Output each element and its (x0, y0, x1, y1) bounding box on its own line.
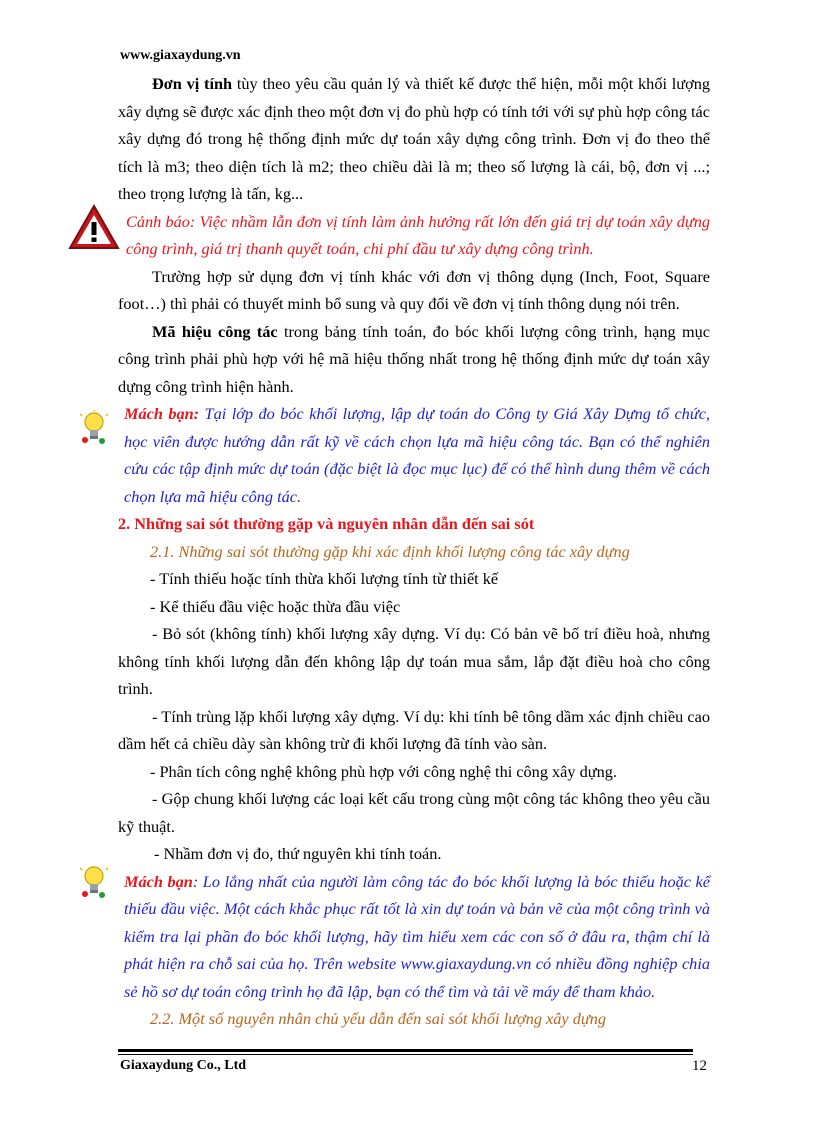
list-item: - Phân tích công nghệ không phù hợp với công nghệ thi công xây dựng. (150, 761, 617, 781)
list-item: - Kể thiếu đầu việc hoặc thừa đầu việc (150, 596, 401, 616)
tip-label: Mách bạn (124, 871, 193, 891)
lightbulb-tip-icon (80, 864, 108, 900)
tip-label: Mách bạn: (124, 404, 200, 423)
warning-triangle-icon (68, 204, 120, 250)
tip-note: Mách bạn: Tại lớp đo bóc khối lượng, lập dự toán do Công ty Giá Xây Dựng tổ chức, học viên được hướng dẫn rất kỹ về cách chọn lựa mã hiệu công tác. Bạn có thể nghiên cứu các tập định mức dự toán (đặc biệt là đọc mục lục) để có thể hình dung thêm về cách chọn lựa mã hiệu công tác. (124, 404, 710, 506)
list-item: - Bỏ sót (không tính) khối lượng xây dựng. Ví dụ: Có bản vẽ bố trí điều hoà, nhưng không tính khối lượng dẫn đến không lập dự toán mua sắm, lắp đặt điều hoà cho công trình. (118, 624, 710, 698)
subsection-heading: 2.1. Những sai sót thường gặp khi xác định khối lượng công tác xây dựng (150, 541, 630, 561)
document-body (118, 70, 710, 1033)
section-heading: 2. Những sai sót thường gặp và nguyên nhân dẫn đến sai sót (118, 514, 535, 533)
lightbulb-tip-icon (80, 410, 108, 446)
subsection-heading: 2.2. Một số nguyên nhân chủ yếu dẫn đến sai sót khối lượng xây dựng (150, 1009, 607, 1028)
list-item: - Gộp chung khối lượng các loại kết cấu trong cùng một công tác không theo yêu cầu kỹ thuật. (118, 789, 710, 836)
list-item: - Tính trùng lặp khối lượng xây dựng. Ví dụ: khi tính bê tông dầm xác định chiều cao dầm hết cả chiều dày sàn không trừ đi khối lượng đã tính vào sàn. (118, 706, 710, 753)
list-item: - Tính thiếu hoặc tính thừa khối lượng tính từ thiết kế (150, 569, 499, 588)
paragraph-nonstandard-units: Trường hợp sử dụng đơn vị tính khác với đơn vị thông dụng (Inch, Foot, Square foot…) thì phải có thuyết minh bổ sung và quy đổi về đơn vị tính thông dụng nói trên. (118, 266, 710, 313)
footer-divider (118, 1049, 693, 1052)
warning-note: Cảnh báo: Việc nhầm lẫn đơn vị tính làm ảnh hưởng rất lớn đến giá trị dự toán xây dựng công trình, giá trị thanh quyết toán, chi phí đầu tư xây dựng công trình. (126, 211, 710, 258)
tip-note: Mách bạn: Lo lắng nhất của người làm công tác đo bóc khối lượng là bóc thiếu hoặc kể thiếu đầu việc. Một cách khắc phục rất tốt là xin dự toán và bản vẽ của một công trình và kiểm tra lại phần đo bóc khối lượng, hãy tìm hiểu xem các con số ở đâu ra, thậm chí là phát hiện ra chỗ sai của họ. Trên website www.giaxaydung.vn có nhiều đồng nghiệp chia sẻ hồ sơ dự toán công trình họ đã lập, bạn có thể tìm và tải về máy để tham khảo. (124, 871, 710, 1001)
term-don-vi-tinh: Đơn vị tính (152, 74, 233, 93)
paragraph-work-code: Mã hiệu công tác trong bảng tính toán, đo bóc khối lượng công trình, hạng mục công trình phải phù hợp với hệ mã hiệu thống nhất trong hệ thống định mức dự toán xây dựng công trình hiện hành. (118, 321, 710, 396)
footer-company: Giaxaydung Co., Ltd (120, 1058, 247, 1073)
paragraph-unit: Đơn vị tính tùy theo yêu cầu quản lý và thiết kế được thể hiện, mỗi một khối lượng xây dựng sẽ được xác định theo một đơn vị đo phù hợp có tính tới với sự phù hợp công tác xây dựng đó trong hệ thống định mức dự toán xây dựng công trình. Đơn vị đo theo thể tích là m3; theo diện tích là m2; theo chiều dài là m; theo số lượng là cái, bộ, đơn vị ...; theo trọng lượng là tấn, kg... (118, 74, 710, 203)
footer-divider (118, 1054, 693, 1055)
term-ma-hieu-cong-tac: Mã hiệu công tác (152, 321, 278, 341)
header-url: www.giaxaydung.vn (120, 48, 241, 63)
page-number: 12 (692, 1058, 707, 1074)
list-item: - Nhầm đơn vị đo, thứ nguyên khi tính toán. (154, 844, 442, 863)
